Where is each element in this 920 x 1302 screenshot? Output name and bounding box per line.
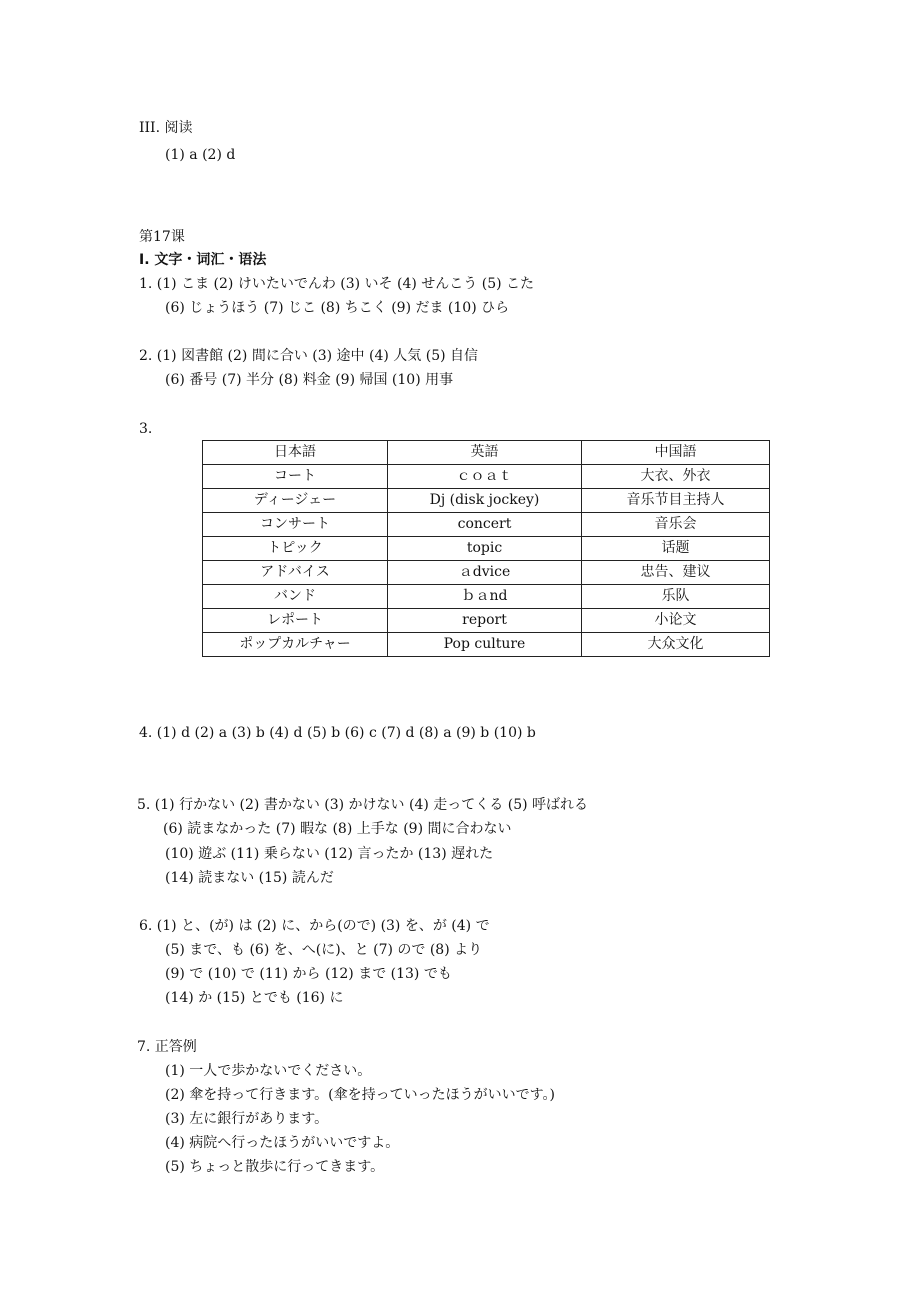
- cell-english: report: [388, 609, 582, 633]
- cell-japanese: ディージェー: [203, 489, 388, 513]
- q1-line-1: 1. (1) こま (2) けいたいでんわ (3) いそ (4) せんこう (5) こた: [139, 276, 535, 292]
- cell-english: topic: [388, 537, 582, 561]
- cell-chinese: 大衣、外衣: [582, 465, 770, 489]
- cell-japanese: トピック: [203, 537, 388, 561]
- q7-item-3: (3) 左に銀行があります。: [165, 1111, 329, 1127]
- q7-item-1: (1) 一人で歩かないでください。: [165, 1063, 372, 1079]
- q5-line-4: (14) 読まない (15) 読んだ: [165, 870, 334, 886]
- q6-line-4: (14) か (15) とでも (16) に: [165, 990, 344, 1006]
- lesson-title: 第17课: [139, 229, 185, 245]
- cell-english: ｂａnd: [388, 585, 582, 609]
- q5-line-1: 5. (1) 行かない (2) 書かない (3) かけない (4) 走ってくる (5) 呼ばれる: [137, 797, 589, 813]
- table-row: [203, 585, 770, 609]
- q7-heading: 7. 正答例: [137, 1039, 197, 1055]
- cell-english: Pop culture: [388, 633, 582, 657]
- cell-japanese: コンサート: [203, 513, 388, 537]
- table-row: [203, 537, 770, 561]
- cell-japanese: バンド: [203, 585, 388, 609]
- q3-label: 3.: [139, 421, 153, 437]
- q7-item-5: (5) ちょっと散歩に行ってきます。: [165, 1159, 385, 1175]
- cell-japanese: レポート: [203, 609, 388, 633]
- table-row: [203, 465, 770, 489]
- q5-line-3: (10) 遊ぶ (11) 乗らない (12) 言ったか (13) 遅れた: [165, 846, 494, 862]
- table-row: [203, 609, 770, 633]
- cell-english: concert: [388, 513, 582, 537]
- part1-heading: Ⅰ. 文字・词汇・语法: [139, 252, 267, 268]
- cell-chinese: 音乐会: [582, 513, 770, 537]
- cell-chinese: 话题: [582, 537, 770, 561]
- q6-line-3: (9) で (10) で (11) から (12) まで (13) でも: [165, 966, 452, 982]
- q6-line-1: 6. (1) と、(が) は (2) に、から(ので) (3) を、が (4) で: [139, 918, 490, 934]
- q1-line-2: (6) じょうほう (7) じこ (8) ちこく (9) だま (10) ひら: [165, 300, 510, 316]
- cell-chinese: 大众文化: [582, 633, 770, 657]
- cell-english: ｃｏａｔ: [388, 465, 582, 489]
- header-english: 英語: [388, 441, 582, 465]
- cell-english: Dj (disk jockey): [388, 489, 582, 513]
- section-heading-reading: III. 阅读: [139, 120, 193, 136]
- cell-chinese: 小论文: [582, 609, 770, 633]
- cell-english: ａdvice: [388, 561, 582, 585]
- header-japanese: 日本語: [203, 441, 388, 465]
- table-row: [203, 561, 770, 585]
- cell-japanese: アドバイス: [203, 561, 388, 585]
- table-header-row: [203, 441, 770, 465]
- reading-answers: (1) a (2) d: [165, 147, 236, 163]
- table-row: [203, 633, 770, 657]
- header-chinese: 中国語: [582, 441, 770, 465]
- q6-line-2: (5) まで、も (6) を、へ(に)、と (7) ので (8) より: [165, 942, 483, 958]
- cell-chinese: 忠告、建议: [582, 561, 770, 585]
- cell-chinese: 乐队: [582, 585, 770, 609]
- table-row: [203, 513, 770, 537]
- cell-japanese: コート: [203, 465, 388, 489]
- q4-line-1: 4. (1) d (2) a (3) b (4) d (5) b (6) c (7) d (8) a (9) b (10) b: [139, 725, 536, 741]
- cell-japanese: ポップカルチャー: [203, 633, 388, 657]
- table-row: [203, 489, 770, 513]
- q7-item-2: (2) 傘を持って行きます。(傘を持っていったほうがいいです。): [165, 1087, 555, 1103]
- cell-chinese: 音乐节目主持人: [582, 489, 770, 513]
- vocabulary-table: [202, 440, 770, 657]
- q2-line-1: 2. (1) 図書館 (2) 間に合い (3) 途中 (4) 人気 (5) 自信: [139, 348, 479, 364]
- q7-item-4: (4) 病院へ行ったほうがいいですよ。: [165, 1135, 400, 1151]
- q5-line-2: (6) 読まなかった (7) 暇な (8) 上手な (9) 間に合わない: [163, 821, 512, 837]
- q2-line-2: (6) 番号 (7) 半分 (8) 料金 (9) 帰国 (10) 用事: [165, 372, 454, 388]
